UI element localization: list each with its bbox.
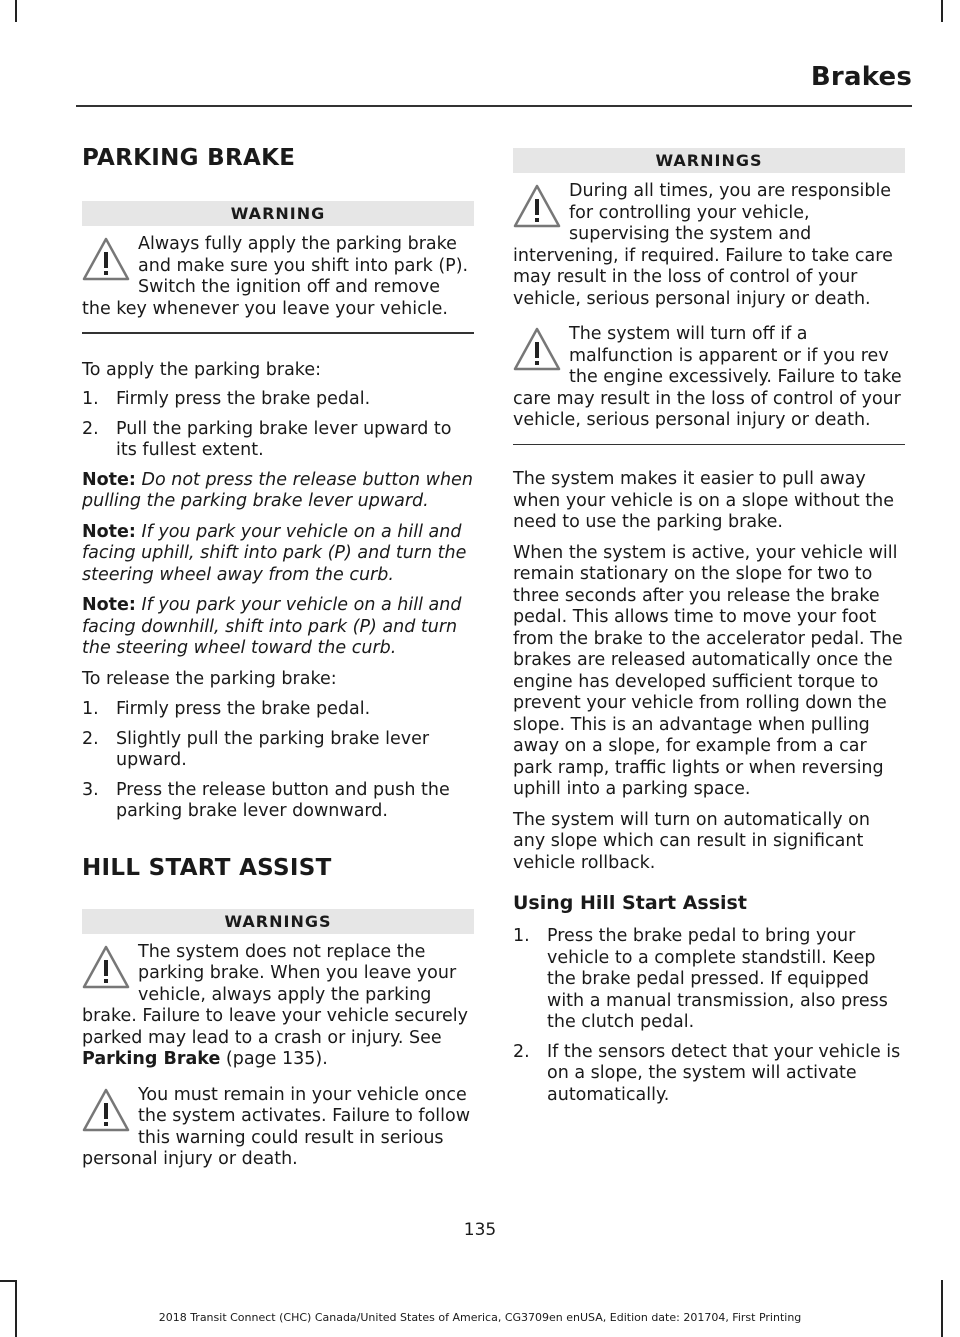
warning-block (82, 1085, 474, 1171)
warning-rule (513, 444, 905, 446)
page-number: 135 (463, 1220, 497, 1240)
list-item: 2. If the sensors detect that your vehicle is on a slope, the system will activate automatically. (513, 1041, 901, 1105)
list-item: 3. Press the release button and push the parking brake lever downward. (82, 779, 450, 821)
warning-triangle-icon (82, 1087, 130, 1133)
warning-text: The system will turn off if a malfunction is apparent or if you rev the engine excessively. Failure to take care may result in the loss of control of your vehicle, serious personal injury or death. (513, 324, 902, 430)
parking-brake-heading: PARKING BRAKE (82, 145, 296, 171)
apply-steps (82, 389, 474, 462)
apply-intro: To apply the parking brake: (82, 359, 321, 380)
warning-text: The system does not replace the parking brake. When you leave your vehicle, always apply the parking brake. Failure to leave your vehicle securely parked may lead to a crash or injury. See (82, 941, 468, 1048)
warning-block (513, 181, 905, 310)
list-item: 1. Firmly press the brake pedal. (82, 699, 371, 719)
warning-rule (82, 332, 474, 334)
crop-mark (941, 0, 943, 22)
warnings-heading: WARNINGS (513, 148, 905, 173)
warning-triangle-icon (513, 183, 561, 229)
page-reference: (page 135). (220, 1049, 328, 1069)
footer-edition: 2018 Transit Connect (CHC) Canada/United States of America, CG3709en enUSA, Edition date: 201704, First Printing (158, 1311, 802, 1324)
crop-mark (941, 1280, 943, 1337)
right-column (513, 145, 905, 1106)
using-steps (513, 926, 905, 1106)
list-item: 2. Slightly pull the parking brake lever upward. (82, 728, 430, 770)
list-item: 2. Pull the parking brake lever upward to its fullest extent. (82, 418, 452, 460)
crop-mark (15, 1280, 17, 1337)
left-column (82, 145, 474, 1171)
note: Note: If you park your vehicle on a hill and facing uphill, shift into park (P) and turn the steering wheel away from the curb. (82, 521, 467, 585)
page-title: Brakes (810, 62, 912, 92)
paragraph: When the system is active, your vehicle will remain stationary on the slope for two to three seconds after you release the brake pedal. This allows time to move your foot from the brake to the accelerator pedal. The brakes are released automatically once the engine has developed sufficient torque to prevent your vehicle from rolling down the slope. This is an advantage when pulling away on a slope, for example from a car park ramp, traffic lights or when reversing uphill into a parking space. (513, 542, 903, 799)
using-hill-start-heading: Using Hill Start Assist (513, 892, 747, 914)
list-item: 1. Firmly press the brake pedal. (82, 389, 371, 409)
warning-triangle-icon (513, 326, 561, 372)
warning-text: You must remain in your vehicle once the system activates. Failure to follow this warning could result in serious personal injury or death. (82, 1084, 471, 1169)
note: Note: Do not press the release button when pulling the parking brake lever upward. (82, 469, 473, 511)
list-item: 1. Press the brake pedal to bring your vehicle to a complete standstill. Keep the brake pedal pressed. If equipped with a manual transmission, also press the clutch pedal. (513, 926, 888, 1032)
warning-block (82, 942, 474, 1071)
warning-text: During all times, you are responsible for controlling your vehicle, supervising the system and intervening, if required. Failure to take care may result in the loss of control of your vehicle, serious personal injury or death. (513, 181, 893, 309)
paragraph: The system will turn on automatically on any slope which can result in significant vehicle rollback. (513, 809, 870, 873)
warning-heading: WARNING (82, 201, 474, 226)
header-rule (76, 105, 912, 107)
parking-brake-link[interactable]: Parking Brake (82, 1049, 221, 1069)
warning-block (513, 324, 905, 432)
release-steps (82, 699, 474, 823)
warnings-heading: WARNINGS (82, 909, 474, 934)
crop-mark (0, 1280, 16, 1282)
warning-text: Always fully apply the parking brake and make sure you shift into park (P). Switch the ignition off and remove the key whenever you leave your vehicle. (82, 234, 469, 319)
hill-start-heading: HILL START ASSIST (82, 854, 332, 881)
warning-block (82, 234, 474, 320)
note: Note: If you park your vehicle on a hill and facing downhill, shift into park (P) and turn the steering wheel toward the curb. (82, 595, 462, 658)
warning-triangle-icon (82, 944, 130, 990)
warning-triangle-icon (82, 236, 130, 282)
release-intro: To release the parking brake: (82, 668, 337, 689)
crop-mark (15, 0, 17, 22)
paragraph: The system makes it easier to pull away when your vehicle is on a slope without the need to use the parking brake. (513, 469, 895, 532)
